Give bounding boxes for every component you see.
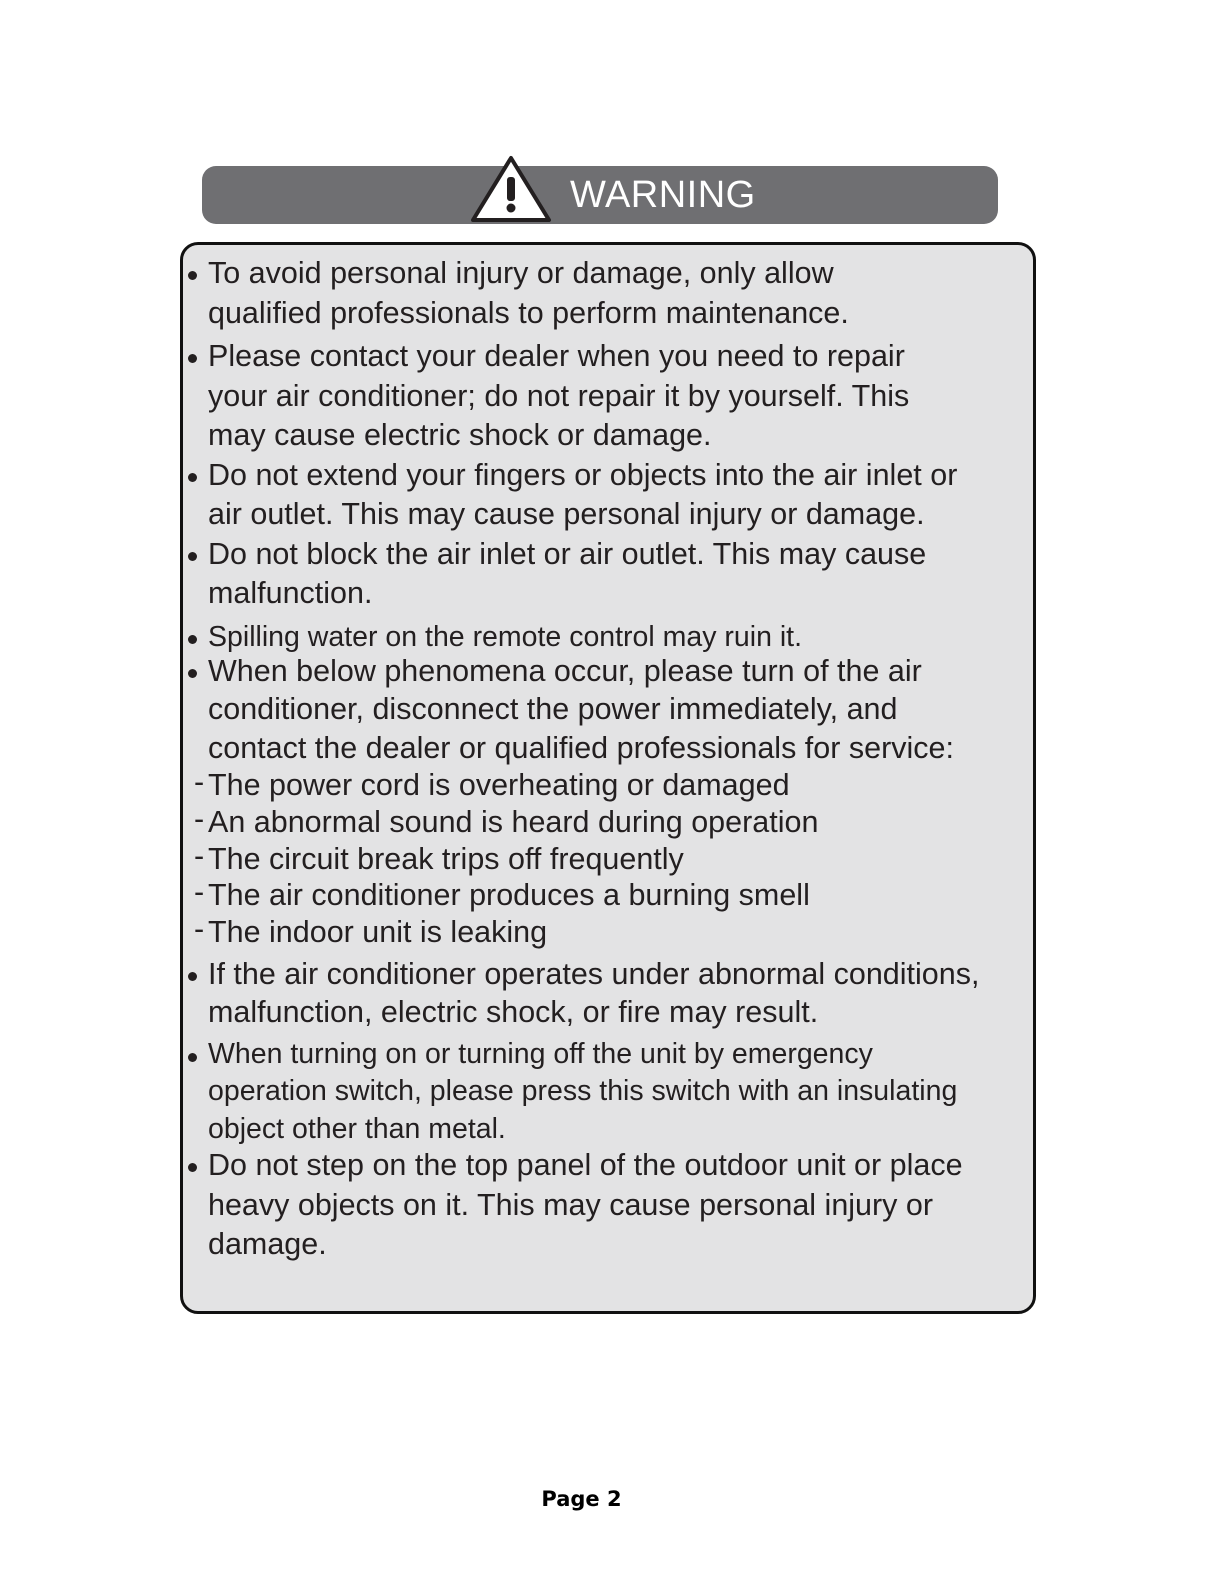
warning-item — [208, 955, 1028, 1032]
item-line: Do not block the air inlet or air outlet. This may cause — [208, 536, 927, 571]
bullet-icon — [188, 635, 197, 644]
warning-item — [208, 618, 1028, 656]
item-line: heavy objects on it. This may cause personal injury or — [208, 1187, 934, 1222]
item-line: qualified professionals to perform maintenance. — [208, 295, 849, 330]
bullet-icon — [188, 1053, 197, 1062]
item-line: conditioner, disconnect the power immediately, and — [208, 692, 898, 726]
item-line: malfunction. — [208, 576, 373, 610]
item-line: damage. — [208, 1227, 327, 1262]
sub-item-label: The power cord is overheating or damaged — [208, 768, 790, 802]
sub-item — [194, 801, 1028, 841]
item-line: object other than metal. — [208, 1112, 506, 1145]
item-line: Please contact your dealer when you need to repair — [208, 339, 905, 373]
sub-item-label: The circuit break trips off frequently — [208, 841, 684, 876]
item-line: When turning on or turning off the unit by emergency — [208, 1037, 873, 1070]
warning-item — [208, 254, 1028, 333]
warning-item — [208, 456, 1028, 535]
dash-marker: - — [194, 801, 205, 836]
dash-marker: - — [194, 912, 205, 947]
warning-item — [208, 337, 1028, 456]
item-line: To avoid personal injury or damage, only allow — [208, 256, 834, 290]
bullet-icon — [188, 669, 197, 678]
sub-item-label: The air conditioner produces a burning smell — [208, 878, 810, 913]
item-line: If the air conditioner operates under abnormal conditions, — [208, 956, 980, 991]
dash-marker: - — [194, 875, 205, 910]
sub-item-label: The indoor unit is leaking — [208, 915, 548, 950]
warning-item — [208, 535, 1028, 614]
page-number: Page 2 — [541, 1487, 622, 1511]
item-line: air outlet. This may cause personal injury or damage. — [208, 497, 925, 531]
sub-item-label: An abnormal sound is heard during operation — [208, 804, 819, 839]
dash-marker: - — [194, 765, 205, 799]
bullet-icon — [188, 271, 197, 280]
item-line: Do not step on the top panel of the outdoor unit or place — [208, 1148, 963, 1183]
item-line: contact the dealer or qualified professionals for service: — [208, 730, 954, 765]
bullet-icon — [188, 473, 197, 482]
bullet-icon — [188, 354, 197, 363]
sub-item — [194, 875, 1028, 914]
warning-list — [194, 254, 1028, 1269]
bullet-icon — [188, 552, 197, 561]
bullet-icon — [188, 972, 197, 981]
item-line: your air conditioner; do not repair it by yourself. This — [208, 378, 910, 413]
sub-item — [194, 765, 1028, 804]
sub-item — [194, 912, 1028, 951]
item-line: operation switch, please press this switch with an insulating — [208, 1075, 958, 1108]
item-line: When below phenomena occur, please turn of the air — [208, 653, 922, 688]
dash-marker: - — [194, 838, 205, 873]
banner-title: WARNING — [570, 174, 756, 216]
item-line: Spilling water on the remote control may ruin it. — [208, 620, 803, 653]
warning-item — [194, 652, 1028, 951]
sub-item — [194, 838, 1028, 878]
item-line: may cause electric shock or damage. — [208, 418, 712, 452]
warning-triangle-icon — [470, 155, 552, 223]
warning-item — [208, 1036, 1028, 1149]
item-line: malfunction, electric shock, or fire may result. — [208, 995, 819, 1030]
item-line: Do not extend your fingers or objects into the air inlet or — [208, 457, 958, 492]
warning-item — [208, 1146, 1028, 1265]
